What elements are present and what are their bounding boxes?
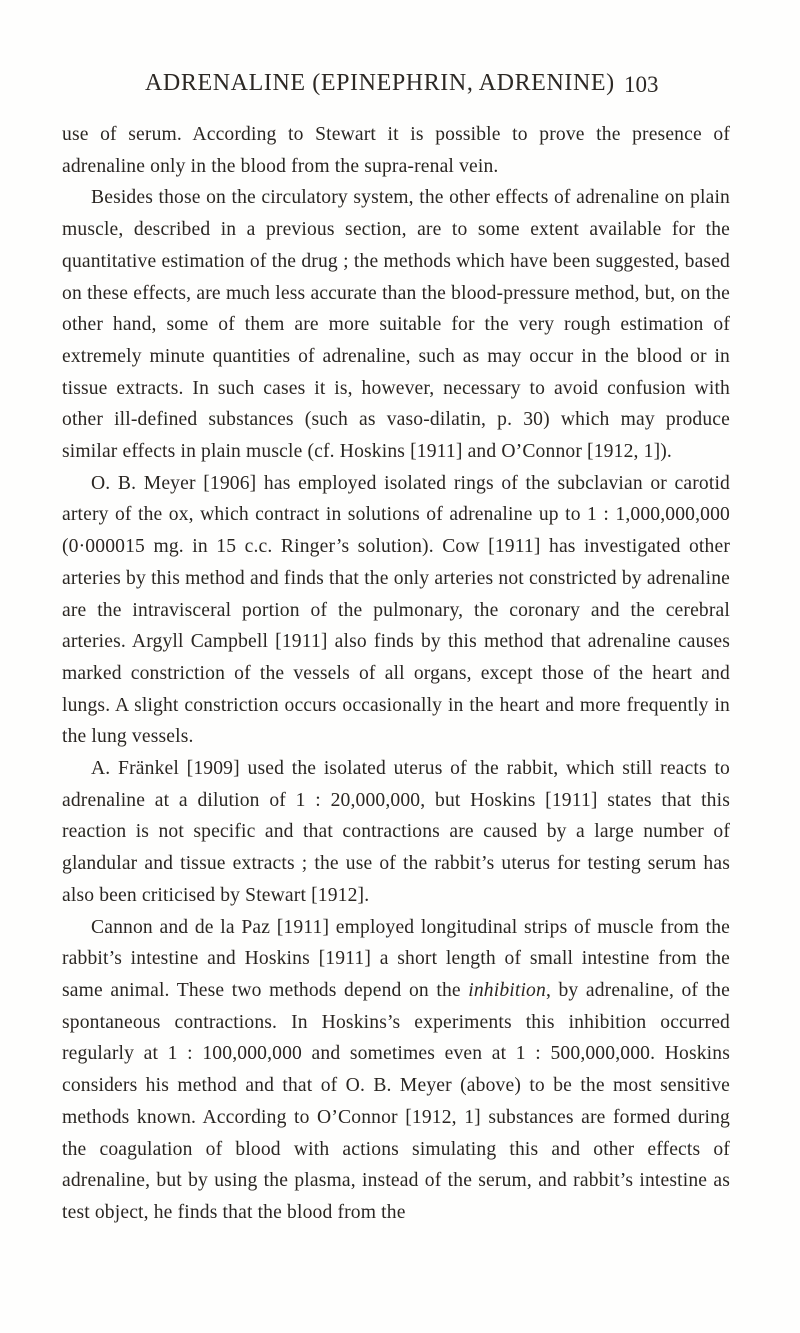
paragraph-text: , by adrenaline, of the spontaneous contractions. In Hoskins’s experiments this inhibition occurred regularly at 1 : 100,000,000 and sometimes even at 1 : 500,000,000. Hoskins considers his method and that of O. B. Meyer (above) to be the most sensitive methods known. According to O’Connor [1912, 1] substances are formed during the coagulation of blood with actions simulating this and other effects of adrenaline, but by using the plasma, instead of the serum, and rabbit’s intestine as test object, he finds that the blood from the — [62, 979, 730, 1223]
paragraph-text: O. B. Meyer [1906] has employed isolated rings of the subclavian or carotid artery of the ox, which contract in solutions of adrenaline up to 1 : 1,000,000,000 (0·000015 mg. in 15 c.c. Ringer’s solution). Cow [1911] has investigated other arteries by this method and finds that the only arteries not constricted by adrenaline are the intravisceral portion of the pulmonary, the coronary and the cerebral arteries. Argyll Campbell [1911] also finds by this method that adrenaline causes marked constriction of the vessels of all organs, except those of the heart and lungs. A slight constriction occurs occasionally in the heart and more frequently in the lung vessels. — [62, 472, 730, 748]
paragraph-text: use of serum. According to Stewart it is possible to prove the presence of adrenaline only in the blood from the supra-renal vein. — [62, 124, 730, 177]
paragraph — [62, 468, 730, 753]
paragraph-text: Cannon and de la Paz [1911] employed longitudinal strips of muscle from the rabbit’s intestine and Hoskins [1911] a short length of small intestine from the same animal. These two methods depend on the — [62, 916, 730, 1001]
page-number: 103 — [624, 72, 659, 97]
italic-text: inhibition — [468, 979, 546, 1001]
paragraph — [62, 912, 730, 1229]
paragraph-text: Besides those on the circulatory system, the other effects of adrenaline on plain muscle, described in a previous section, are to some extent available for the quantitative estimation of the drug ; the methods which have been suggested, based on these effects, are much less accurate than the blood-pressure method, but, on the other hand, some of them are more suitable for the very rough estimation of extremely minute quantities of adrenaline, such as may occur in the blood or in tissue extracts. In such cases it is, however, necessary to avoid confusion with other ill-defined substances (such as vaso-dilatin, p. 30) which may produce similar effects in plain muscle (cf. Hoskins [1911] and O’Connor [1912, 1]). — [62, 187, 730, 463]
paragraph — [62, 182, 730, 467]
paragraph-text: A. Fränkel [1909] used the isolated uterus of the rabbit, which still reacts to adrenaline at a dilution of 1 : 20,000,000, but Hoskins [1911] states that this reaction is not specific and that contractions are caused by a large number of glandular and tissue extracts ; the use of the rabbit’s uterus for testing serum has also been criticised by Stewart [1912]. — [62, 758, 730, 906]
body-text — [62, 119, 730, 1229]
running-head: ADRENALINE (EPINEPHRIN, ADRENINE) — [145, 70, 615, 96]
paragraph — [62, 753, 730, 912]
paragraph — [62, 119, 730, 182]
